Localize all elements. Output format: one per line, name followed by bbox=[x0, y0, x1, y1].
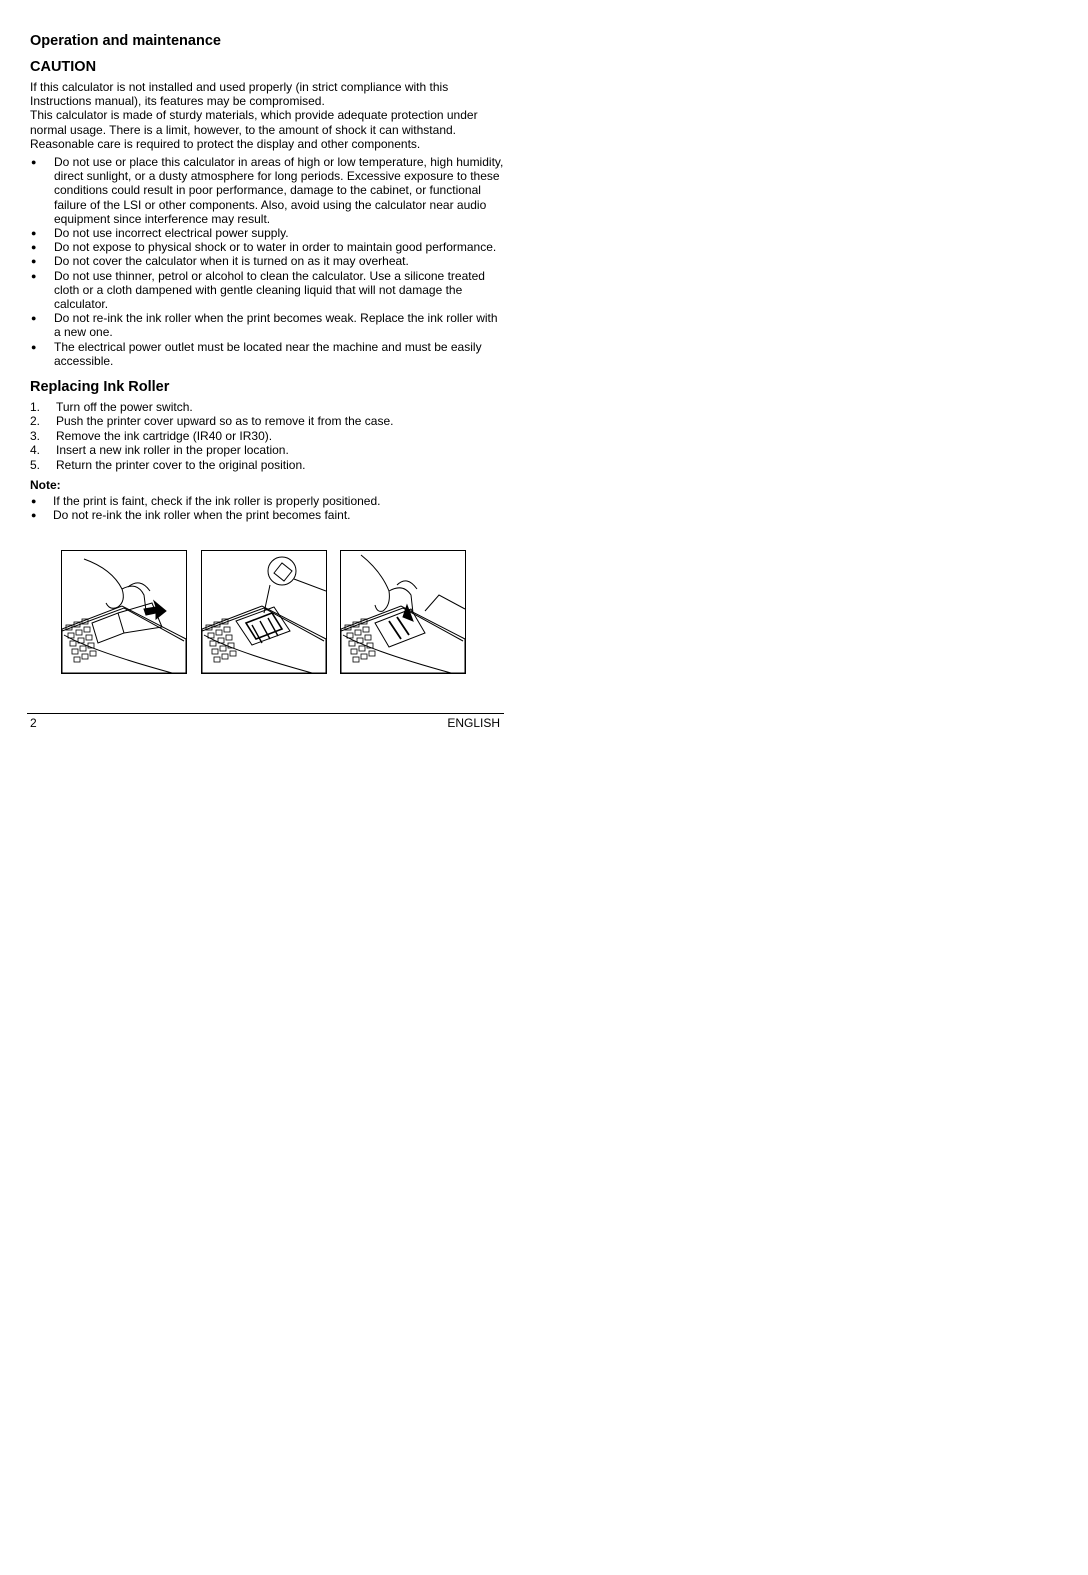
bullet-icon: ● bbox=[31, 341, 37, 352]
step-item: 3. Remove the ink cartridge (IR40 or IR30). bbox=[30, 428, 273, 443]
list-item: ● Do not use incorrect electrical power supply. bbox=[31, 226, 289, 241]
calculator-remove-cover-illustration bbox=[61, 550, 187, 674]
ink-roller-heading: Replacing Ink Roller bbox=[30, 379, 170, 396]
list-item: ● If the print is faint, check if the ink roller is properly positioned. bbox=[31, 494, 381, 509]
calculator-insert-roller-illustration bbox=[340, 550, 466, 674]
list-item: ● Do not re-ink the ink roller when the print becomes weak. Replace the ink roller with a new one. bbox=[31, 311, 498, 340]
list-item: ● Do not use or place this calculator in areas of high or low temperature, high humidity, direct sunlight, or a dusty atmosphere for long periods. Excessive exposure to these conditions could result in poor performance, damage to the cabinet, or functional failure of the LSI or other components. Also, avoid using the calculator near audio equipment since interference may result. bbox=[31, 155, 504, 226]
caution-list bbox=[30, 155, 505, 368]
bullet-icon: ● bbox=[31, 228, 37, 239]
list-item: ● The electrical power outlet must be located near the machine and must be easily accessible. bbox=[31, 339, 482, 368]
step-item: 2. Push the printer cover upward so as to remove it from the case. bbox=[30, 414, 394, 429]
bullet-icon: ● bbox=[31, 157, 37, 168]
caution-paragraph-2: This calculator is made of sturdy materials, which provide adequate protection under normal usage. There is a limit, however, to the amount of shock it can withstand. Reasonable care is required to protect the display and other components. bbox=[30, 108, 478, 151]
list-item: ● Do not re-ink the ink roller when the print becomes faint. bbox=[31, 508, 351, 523]
list-item: ● Do not expose to physical shock or to water in order to maintain good performance. bbox=[31, 240, 497, 255]
section-title: Operation and maintenance bbox=[30, 33, 221, 49]
bullet-icon: ● bbox=[31, 313, 37, 324]
note-label: Note: bbox=[30, 478, 61, 493]
bullet-icon: ● bbox=[31, 270, 37, 281]
ink-roller-steps bbox=[30, 400, 505, 472]
list-item: ● Do not use thinner, petrol or alcohol to clean the calculator. Use a silicone treated cloth or a cloth dampened with gentle cleaning liquid that will not damage the calculator. bbox=[31, 268, 485, 312]
bullet-icon: ● bbox=[31, 510, 37, 521]
bullet-icon: ● bbox=[31, 496, 37, 507]
list-item: ● Do not cover the calculator when it is turned on as it may overheat. bbox=[31, 254, 409, 269]
content-column bbox=[30, 32, 505, 523]
note-list bbox=[30, 494, 505, 522]
page-number: 2 bbox=[30, 716, 37, 730]
bullet-icon: ● bbox=[31, 256, 37, 267]
illustration-strip bbox=[61, 550, 466, 674]
step-item: 1. Turn off the power switch. bbox=[30, 400, 193, 415]
step-item: 4. Insert a new ink roller in the proper location. bbox=[30, 443, 289, 458]
caution-paragraph-1: If this calculator is not installed and used properly (in strict compliance with this Instructions manual), its features may be compromised. bbox=[30, 80, 449, 109]
calculator-ink-roller-illustration bbox=[201, 550, 327, 674]
bullet-icon: ● bbox=[31, 242, 37, 253]
caution-heading: CAUTION bbox=[30, 59, 97, 75]
footer-divider bbox=[27, 713, 504, 714]
language-label: ENGLISH bbox=[447, 716, 500, 730]
step-item: 5. Return the printer cover to the original position. bbox=[30, 457, 306, 472]
